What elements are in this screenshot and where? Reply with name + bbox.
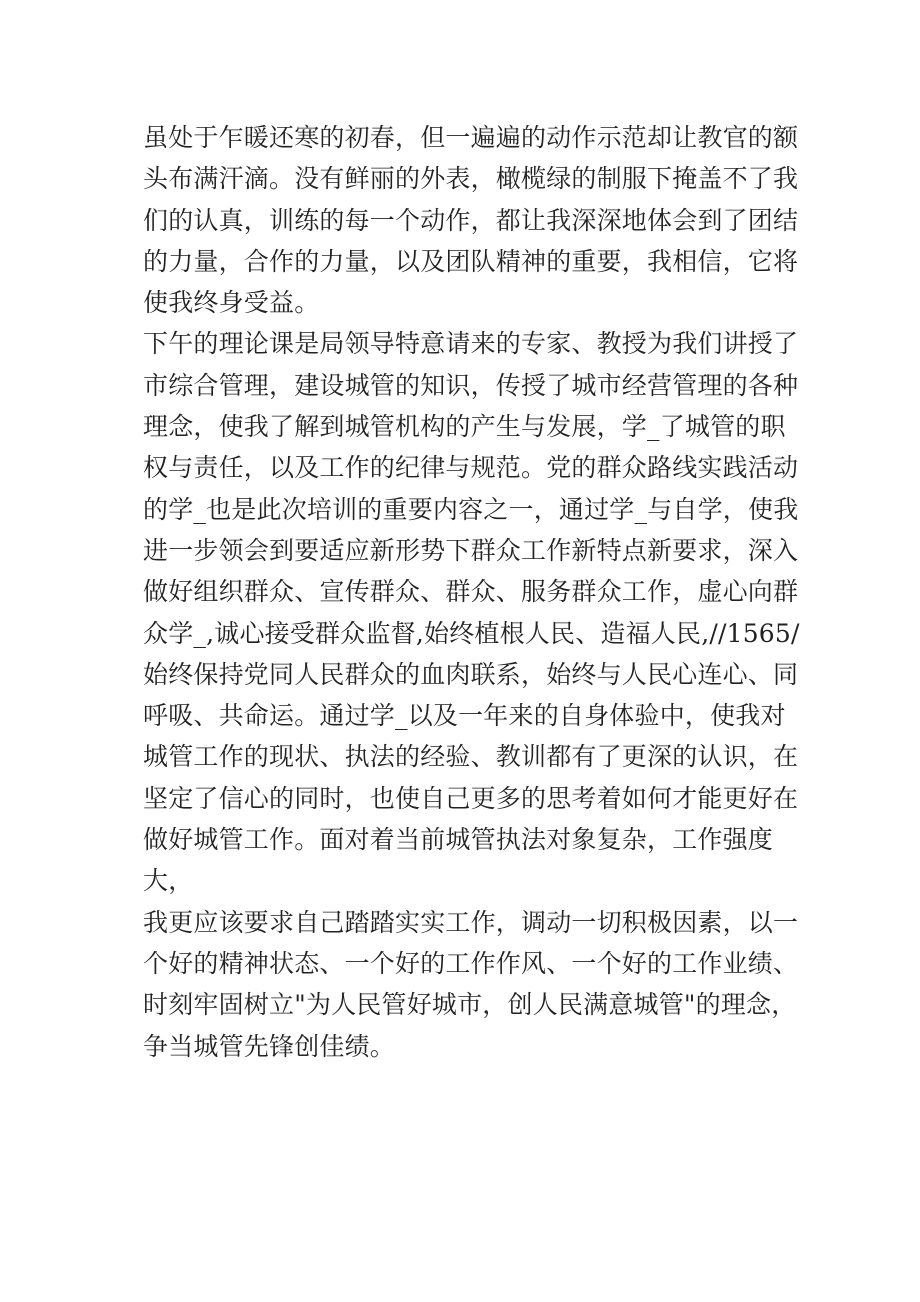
paragraph: 下午的理论课是局领导特意请来的专家、教授为我们讲授了 市综合管理，建设城管的知识，传授了城市经营管理的各种 理念，使我了解到城管机构的产生与发展，学_了城管的职 权与责任，以及工作的纪律与规范。党的群众路线实践活动 的学_也是此次培训的重要内容之一，通过学_与自学，使我 进一步领会到要适应新形势下群众工作新特点新要求，深入 做好组织群众、宣传群众、群众、服务群众工作，虚心向群 众学_,诚心接受群众监督,始终植根人民、造福人民,//1565/ 始终保持党同人民群众的血肉联系，始终与人民心连心、同 呼吸、共命运。通过学_以及一年来的自身体验中，使我对 城管工作的现状、执法的经验、教训都有了更深的认识，在 坚定了信心的同时，也使自己更多的思考着如何才能更好在 做好城管工作。面对着当前城管执法对象复杂，工作强度大， 我更应该要求自己踏踏实实工作，调动一切积极因素，以一 个好的精神状态、一个好的工作作风、一个好的工作业绩、 时刻牢固树立"为人民管好城市，创人民满意城管"的理念， 争当城管先锋创佳绩。 [143,329,800,1061]
paragraph: 虽处于乍暖还寒的初春，但一遍遍的动作示范却让教官的额 头布满汗滴。没有鲜丽的外表，橄榄绿的制服下掩盖不了我 们的认真，训练的每一个动作，都让我深深地体会到了团结 的力量，合作的力量，以及团队精神的重要，我相信，它将 使我终身受益。 [143,123,799,318]
document-body [143,117,808,1067]
